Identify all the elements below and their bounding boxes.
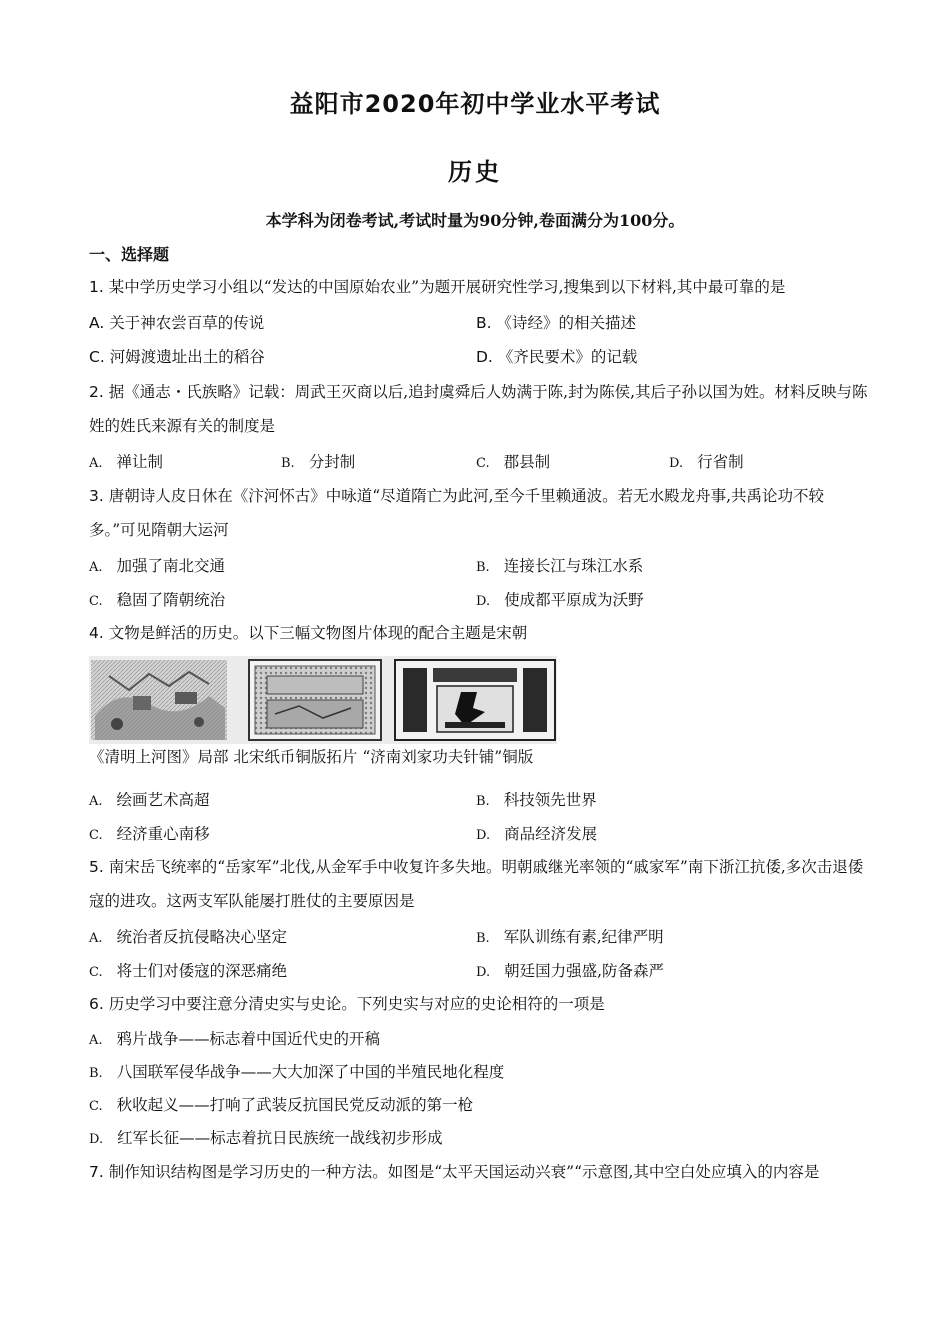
question-stem: 南宋岳飞统率的“岳家军”北伐,从金军手中收复许多失地。明朝戚继光率领的“戚家军”南下浙江抗倭,多次击退倭寇的进攻。这两支军队能屡打胜仗的主要原因是 [89,858,864,910]
exam-title: 益阳市2020年初中学业水平考试 [289,90,661,118]
option-text: 八国联军侵华战争——大大加深了中国的半殖民地化程度 [116,1063,505,1081]
option-3a[interactable] [89,555,225,579]
option-letter: B. [476,314,492,332]
option-text: 《诗经》的相关描述 [496,314,637,332]
option-text: 郡县制 [503,453,551,471]
question-number: 2. [89,383,104,401]
option-letter: C. [89,594,103,609]
option-letter: C. [89,965,103,980]
option-letter: D. [669,456,684,471]
question-stem: 历史学习中要注意分清史实与史论。下列史实与对应的史论相符的一项是 [103,995,605,1013]
option-text: 秋收起义——打响了武装反抗国民党反动派的第一枪 [116,1096,474,1114]
section-heading: 一、选择题 [89,245,170,264]
relic-images [89,656,557,744]
option-text: 稳固了隋朝统治 [116,591,226,609]
option-text: 军队训练有素,纪律严明 [503,928,664,946]
question-6 [89,987,869,1021]
option-letter: A. [89,314,105,332]
question-stem: 制作知识结构图是学习历史的一种方法。如图是“太平天国运动兴衰”“示意图,其中空白处应填入的内容是 [103,1163,820,1181]
option-1d[interactable] [476,346,637,368]
question-1 [89,270,869,304]
liu-family-needle-shop-plate-image [395,660,555,740]
question-3 [89,479,869,547]
option-letter: C. [89,348,105,366]
option-text: 加强了南北交通 [116,557,226,575]
question-5 [89,850,869,918]
question-7 [89,1155,869,1189]
option-2d[interactable] [669,451,744,475]
option-5a[interactable] [89,926,287,950]
option-letter: A. [89,456,103,471]
option-letter: A. [89,560,103,575]
option-2c[interactable] [476,451,550,475]
option-letter: B. [476,560,490,575]
question-4 [89,616,869,650]
option-letter: A. [89,931,103,946]
option-text: 红军长征——标志着抗日民族统一战线初步形成 [117,1129,443,1147]
subject-title: 历史 [448,158,502,186]
option-letter: C. [476,456,490,471]
option-letter: B. [476,794,490,809]
option-text: 将士们对倭寇的深恶痛绝 [116,962,288,980]
option-text: 朝廷国力强盛,防备森严 [504,962,665,980]
question-number: 6. [89,995,104,1013]
option-6a[interactable] [89,1028,380,1052]
question-stem: 某中学历史学习小组以“发达的中国原始农业”为题开展研究性学习,搜集到以下材料,其中最可靠的是 [103,278,786,296]
option-5c[interactable] [89,960,287,984]
option-text: 商品经济发展 [504,825,598,843]
option-letter: A. [89,1033,103,1048]
exam-note: 本学科为闭卷考试,考试时量为90分钟,卷面满分为100分。 [265,211,685,230]
option-4d[interactable] [476,823,597,847]
option-4a[interactable] [89,789,210,813]
option-3d[interactable] [476,589,644,613]
qingming-painting-image [91,660,227,740]
option-5b[interactable] [476,926,664,950]
option-letter: C. [89,828,103,843]
option-text: 使成都平原成为沃野 [504,591,644,609]
option-6d[interactable] [89,1127,443,1151]
option-2b[interactable] [281,451,355,475]
question-number: 4. [89,624,104,642]
option-text: 禅让制 [116,453,164,471]
option-letter: C. [89,1099,103,1114]
option-text: 统治者反抗侵略决心坚定 [116,928,288,946]
option-5d[interactable] [476,960,664,984]
option-text: 科技领先世界 [503,791,597,809]
option-letter: B. [89,1066,103,1081]
option-1c[interactable] [89,346,265,368]
option-6b[interactable] [89,1061,504,1085]
option-4c[interactable] [89,823,210,847]
question-number: 5. [89,858,104,876]
question-stem: 据《通志・氏族略》记载：周武王灭商以后,追封虞舜后人妫满于陈,封为陈侯,其后子孙以国为姓。材料反映与陈姓的姓氏来源有关的制度是 [89,383,868,435]
option-letter: D. [476,348,493,366]
option-letter: D. [476,594,491,609]
option-text: 《齐民要术》的记载 [497,348,638,366]
option-letter: B. [281,456,295,471]
question-2 [89,375,869,443]
option-letter: D. [476,965,491,980]
option-text: 行省制 [697,453,744,471]
question-number: 3. [89,487,104,505]
question-number: 1. [89,278,104,296]
option-3b[interactable] [476,555,643,579]
question-stem: 唐朝诗人皮日休在《汴河怀古》中咏道“尽道隋亡为此河,至今千里赖通波。若无水殿龙舟事,共禹论功不较多。”可见隋朝大运河 [89,487,825,539]
song-paper-money-rubbing-image [249,660,381,740]
option-3c[interactable] [89,589,225,613]
option-letter: A. [89,794,103,809]
option-2a[interactable] [89,451,163,475]
option-letter: B. [476,931,490,946]
option-text: 绘画艺术高超 [116,791,210,809]
option-4b[interactable] [476,789,597,813]
option-1b[interactable] [476,312,636,334]
option-text: 连接长江与珠江水系 [503,557,644,575]
option-letter: D. [476,828,491,843]
option-text: 河姆渡遗址出土的稻谷 [109,348,265,366]
option-text: 鸦片战争——标志着中国近代史的开稿 [116,1030,381,1048]
question-stem: 文物是鲜活的历史。以下三幅文物图片体现的配合主题是宋朝 [103,624,528,642]
option-text: 分封制 [308,453,356,471]
option-letter: D. [89,1132,104,1147]
question-number: 7. [89,1163,104,1181]
option-text: 关于神农尝百草的传说 [109,314,265,332]
option-1a[interactable] [89,312,264,334]
option-text: 经济重心南移 [116,825,210,843]
option-6c[interactable] [89,1094,473,1118]
relic-caption: 《清明上河图》局部 北宋纸币铜版拓片 “济南刘家功夫针铺”铜版 [89,748,534,766]
